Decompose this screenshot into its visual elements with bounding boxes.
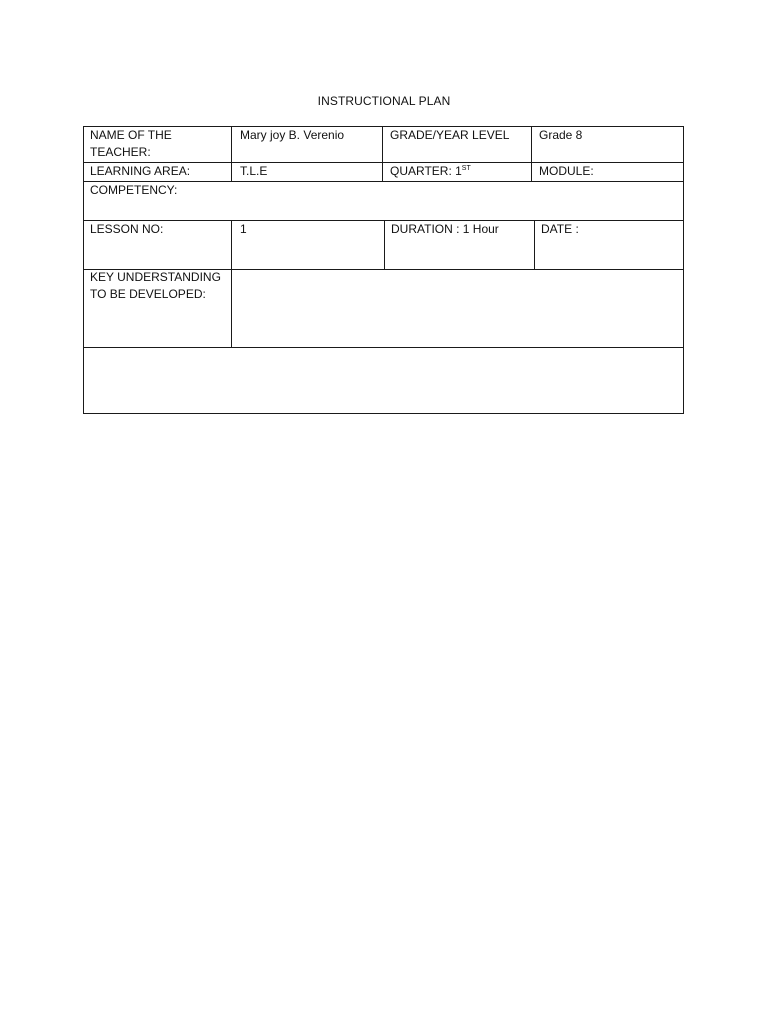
instructional-plan-table bbox=[83, 126, 684, 414]
learning-area-label: LEARNING AREA: bbox=[90, 164, 191, 178]
row-divider-5 bbox=[83, 347, 684, 348]
quarter-label bbox=[390, 163, 530, 180]
date-label: DATE : bbox=[541, 222, 579, 236]
column-divider-2 bbox=[382, 126, 383, 182]
lesson-number-value: 1 bbox=[240, 222, 247, 236]
module-label: MODULE: bbox=[539, 164, 594, 178]
grade-level-label: GRADE/YEAR LEVEL bbox=[390, 128, 510, 142]
competency-label: COMPETENCY: bbox=[90, 183, 178, 197]
key-understanding-divider bbox=[231, 269, 232, 348]
lesson-column-divider-2 bbox=[384, 220, 385, 270]
teacher-name-label: NAME OF THE TEACHER: bbox=[90, 128, 172, 159]
column-divider-1 bbox=[231, 126, 232, 182]
quarter-superscript: ST bbox=[461, 165, 471, 172]
table-border-left bbox=[83, 126, 84, 414]
lesson-column-divider-1 bbox=[231, 220, 232, 270]
grade-level-value: Grade 8 bbox=[539, 128, 583, 142]
key-understanding-label: KEY UNDERSTANDING TO BE DEVELOPED: bbox=[90, 270, 221, 301]
learning-area-value: T.L.E bbox=[240, 164, 268, 178]
quarter-text: QUARTER: 1 bbox=[390, 164, 462, 178]
column-divider-3 bbox=[531, 126, 532, 182]
table-border-right bbox=[683, 126, 684, 414]
teacher-name-value: Mary joy B. Verenio bbox=[240, 128, 345, 142]
table-border-bottom bbox=[83, 413, 684, 414]
lesson-number-label: LESSON NO: bbox=[90, 222, 164, 236]
lesson-column-divider-3 bbox=[534, 220, 535, 270]
duration-label: DURATION : 1 Hour bbox=[391, 222, 499, 236]
document-title: INSTRUCTIONAL PLAN bbox=[317, 94, 451, 108]
